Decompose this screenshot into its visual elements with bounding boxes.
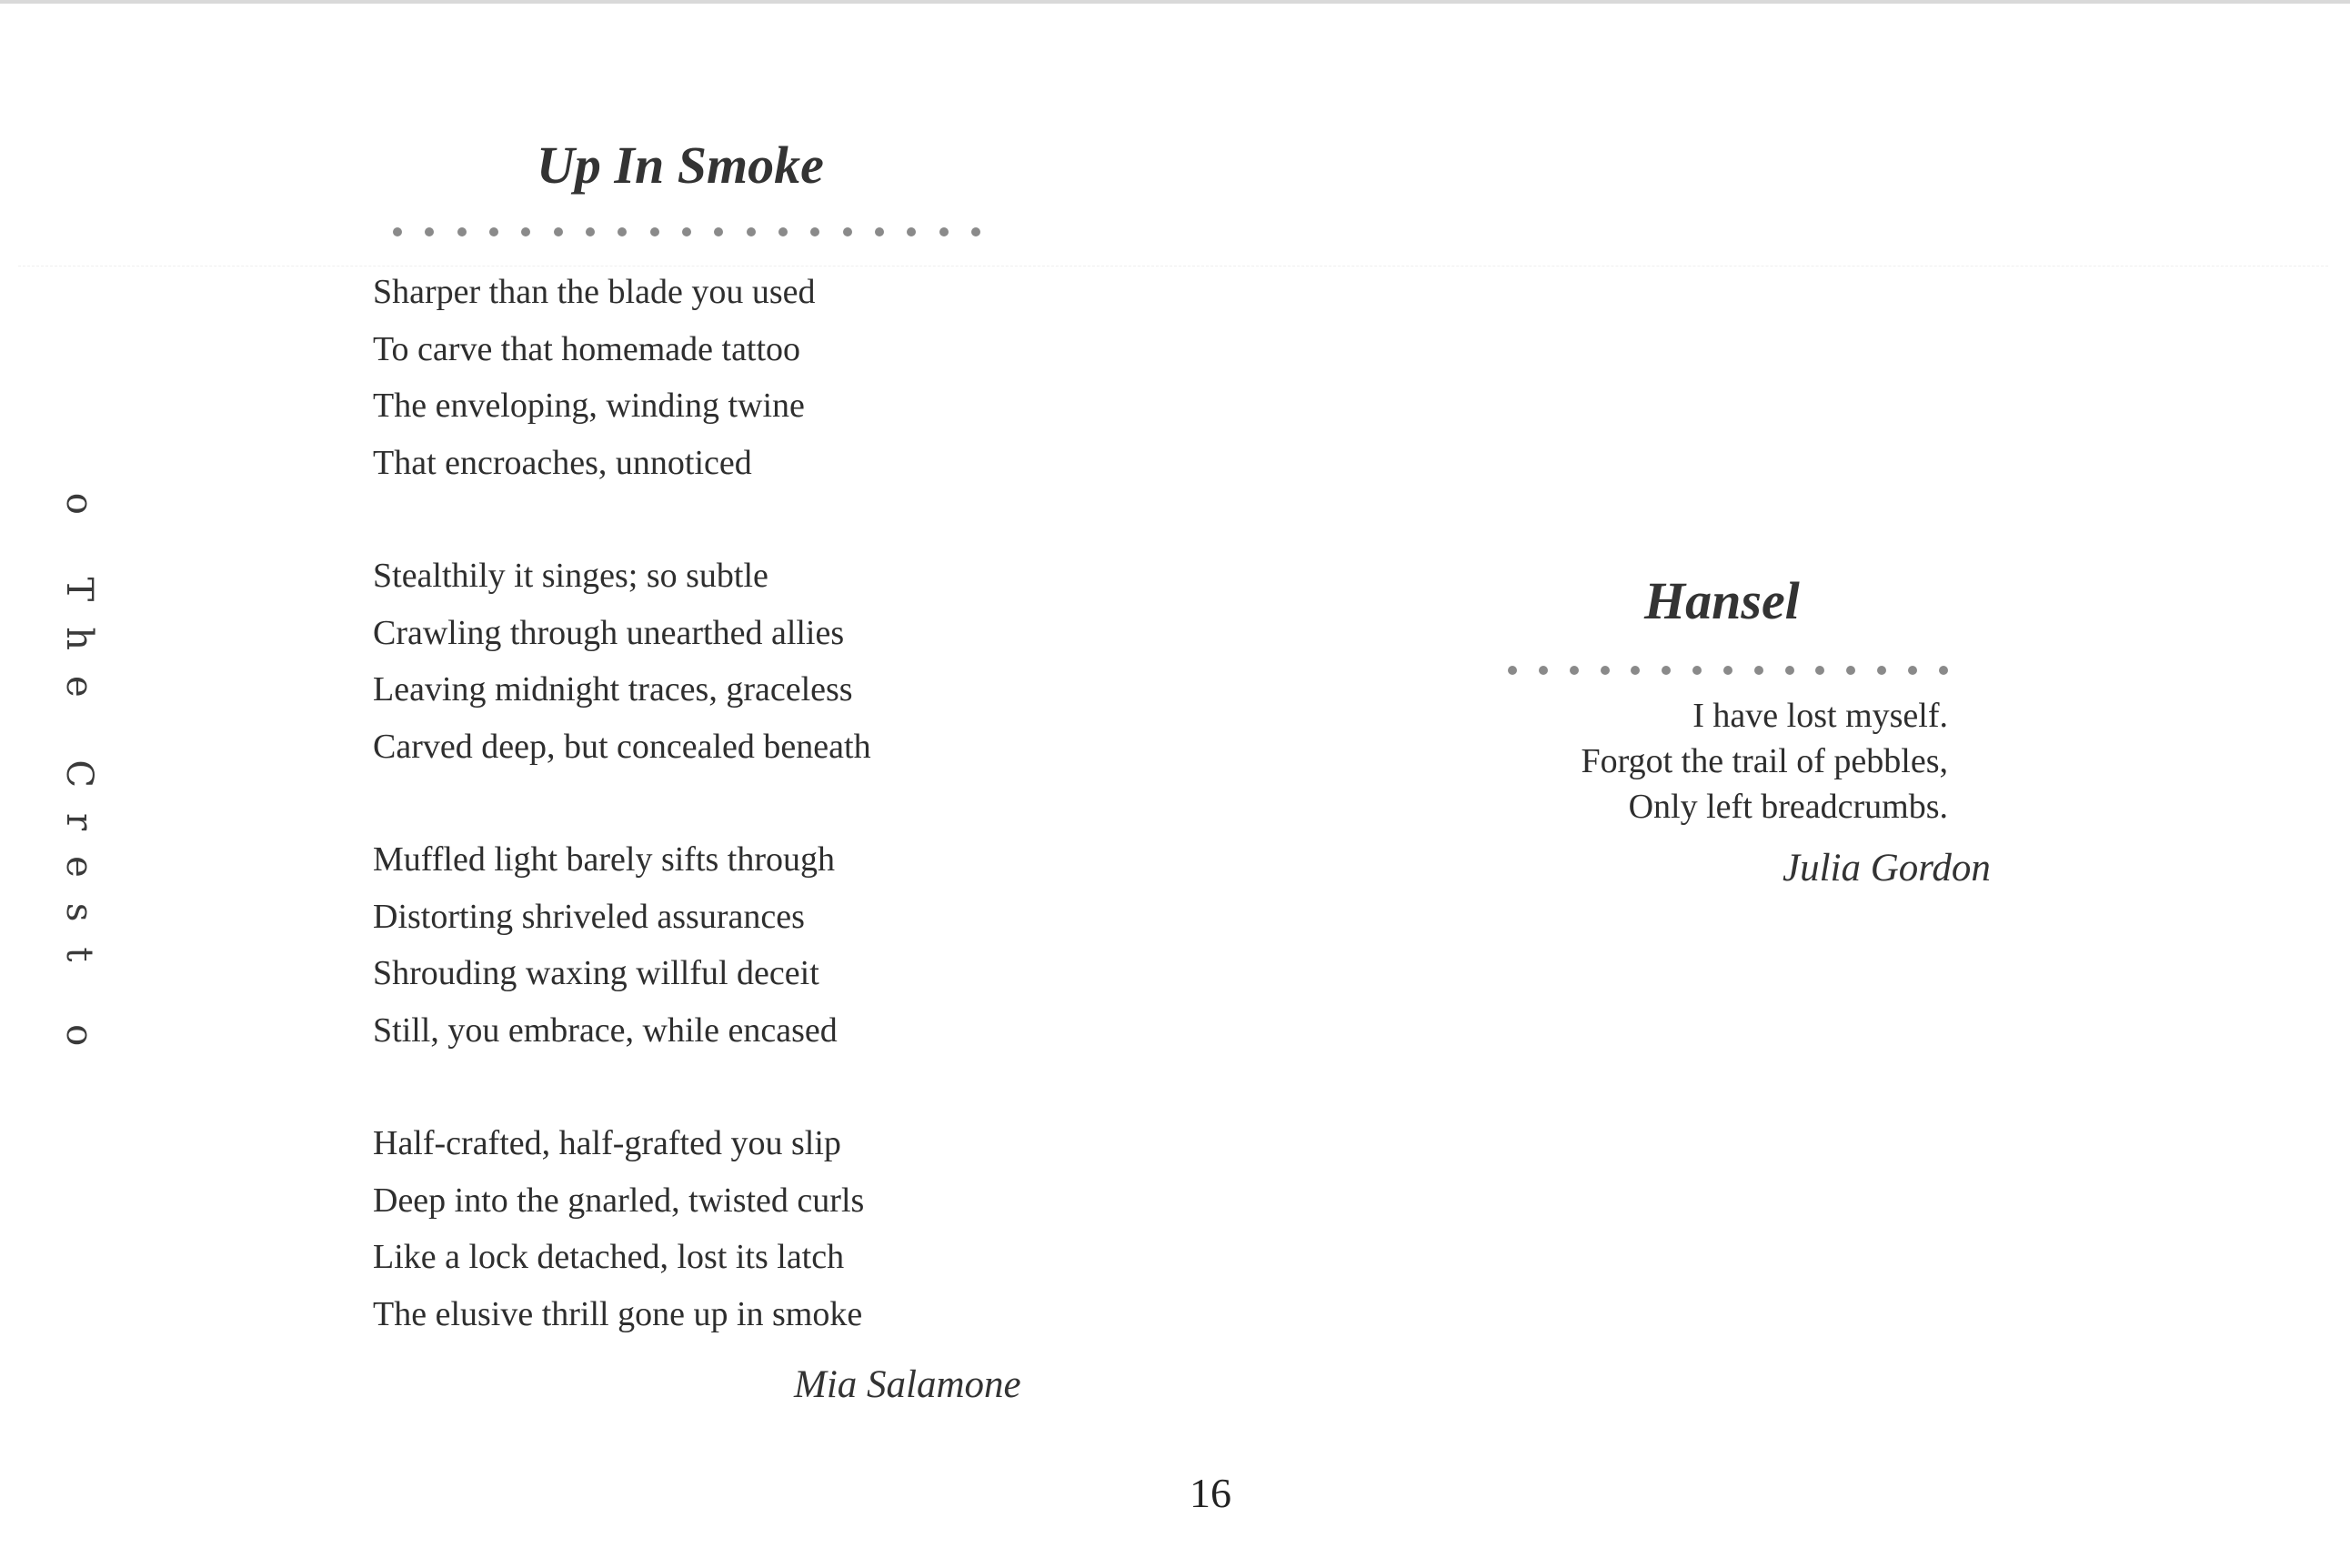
poem-line: Shrouding waxing willful deceit — [373, 954, 819, 992]
poem-body-hansel — [1581, 693, 1948, 829]
divider-dot — [1539, 666, 1548, 675]
divider-dot — [810, 227, 819, 236]
stanza — [373, 1115, 1100, 1342]
top-border — [0, 0, 2350, 4]
divider-dot — [1846, 666, 1855, 675]
poem-line: To carve that homemade tattoo — [373, 329, 801, 368]
divider-dot — [682, 227, 691, 236]
scan-artifact-line — [18, 266, 2328, 267]
divider-dot — [1508, 666, 1517, 675]
poem-line: The elusive thrill gone up in smoke — [373, 1294, 863, 1333]
stanza — [373, 548, 1100, 775]
poem-line: Muffled light barely sifts through — [373, 840, 836, 879]
divider-dot — [747, 227, 756, 236]
poem-line: Still, you embrace, while encased — [373, 1010, 838, 1050]
divider-dot — [1723, 666, 1732, 675]
divider-dot — [1877, 666, 1886, 675]
poem-line: Stealthily it singes; so subtle — [373, 557, 768, 595]
poem-line: Forgot the trail of pebbles, — [1581, 742, 1948, 780]
divider-dot — [521, 227, 530, 236]
divider-dot — [425, 227, 434, 236]
poem-line: Half-crafted, half-grafted you slip — [373, 1124, 841, 1162]
poem-body-up-in-smoke — [373, 264, 1100, 1399]
poem-line: I have lost myself. — [1692, 697, 1948, 735]
poem-line: Like a lock detached, lost its latch — [373, 1238, 845, 1276]
divider-dot — [907, 227, 916, 236]
stanza — [373, 831, 1100, 1059]
divider-dot — [1692, 666, 1702, 675]
divider-dot — [939, 227, 949, 236]
divider-dot — [1815, 666, 1824, 675]
divider-dot — [457, 227, 467, 236]
divider-dot — [1601, 666, 1610, 675]
divider-dot — [650, 227, 659, 236]
author-name: Mia Salamone — [794, 1363, 1021, 1406]
divider-dot — [1939, 666, 1948, 675]
poem-line: Carved deep, but concealed beneath — [373, 727, 871, 766]
publication-name: o The Crest o — [58, 492, 101, 1072]
divider-dot — [1631, 666, 1640, 675]
divider-dot — [1908, 666, 1917, 675]
side-label — [38, 492, 120, 1072]
page-number: 16 — [1190, 1470, 1231, 1516]
stanza — [373, 264, 1100, 491]
poem-line: Deep into the gnarled, twisted curls — [373, 1181, 865, 1220]
dotted-divider — [1508, 664, 1948, 677]
author-name: Julia Gordon — [1783, 847, 1991, 890]
poem-title-up-in-smoke: Up In Smoke — [537, 136, 824, 195]
poem-line: Leaving midnight traces, graceless — [373, 670, 853, 709]
divider-dot — [1754, 666, 1763, 675]
poem-line: Only left breadcrumbs. — [1628, 788, 1948, 826]
divider-dot — [778, 227, 788, 236]
divider-dot — [971, 227, 980, 236]
divider-dot — [554, 227, 563, 236]
dotted-divider — [393, 226, 980, 238]
poem-title-hansel: Hansel — [1644, 571, 1800, 630]
divider-dot — [586, 227, 595, 236]
poem-line: The enveloping, winding twine — [373, 387, 805, 425]
poem-line: That encroaches, unnoticed — [373, 443, 752, 482]
divider-dot — [489, 227, 498, 236]
divider-dot — [875, 227, 884, 236]
divider-dot — [843, 227, 852, 236]
poem-line: Crawling through unearthed allies — [373, 613, 845, 652]
divider-dot — [393, 227, 402, 236]
divider-dot — [1570, 666, 1579, 675]
poem-line: Sharper than the blade you used — [373, 273, 816, 311]
divider-dot — [1662, 666, 1671, 675]
poem-line: Distorting shriveled assurances — [373, 897, 805, 936]
divider-dot — [1785, 666, 1794, 675]
divider-dot — [618, 227, 627, 236]
divider-dot — [714, 227, 723, 236]
